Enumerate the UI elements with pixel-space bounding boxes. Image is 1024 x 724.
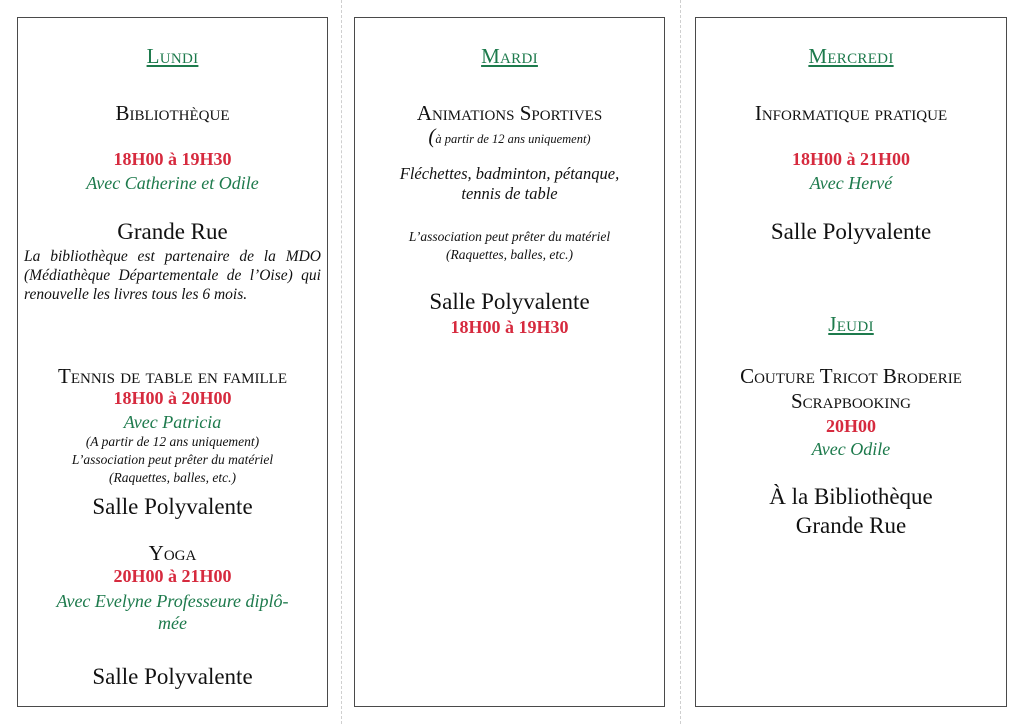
day-heading-mardi: Mardi (481, 44, 538, 68)
activity-title-bibliotheque: Bibliothèque (115, 101, 230, 125)
activity-place-tennis: Salle Polyvalente (92, 494, 253, 519)
tennis-equipment-note: L’association peut prêter du matériel (71, 452, 274, 467)
animations-equipment-list: (Raquettes, balles, etc.) (445, 247, 574, 262)
activity-place-yoga: Salle Polyvalente (92, 664, 253, 689)
animations-equipment-note: L’association peut prêter du matériel (408, 229, 611, 244)
activity-host-yoga-line2: mée (158, 613, 187, 633)
activity-title-couture-line1: Couture Tricot Broderie (740, 364, 962, 388)
activity-time-yoga: 20H00 à 21H00 (113, 566, 232, 586)
activity-time-tennis: 18H00 à 20H00 (113, 388, 232, 408)
activity-time-bibliotheque: 18H00 à 19H30 (113, 149, 232, 169)
animations-activities-line2: tennis de table (461, 184, 558, 203)
panel-mardi (354, 17, 665, 707)
activity-host-tennis: Avec Patricia (123, 412, 222, 432)
bibliotheque-description: La bibliothèque est partenaire de la MDO (Médiathèque Départementale de l’Oise) qui renouvelle les livres tous les 6 mois. (24, 248, 321, 303)
animations-age-note: (à partir de 12 ans uniquement) (428, 124, 591, 148)
activity-host-informatique: Avec Hervé (809, 173, 893, 193)
activity-place-bibliotheque: Grande Rue (117, 219, 228, 244)
activity-title-animations: Animations Sportives (416, 101, 603, 125)
fold-line-right (680, 0, 681, 724)
activity-host-yoga-line1: Avec Evelyne Professeure diplô- (56, 591, 289, 611)
activity-place-couture-line2: Grande Rue (795, 513, 907, 538)
day-heading-mercredi: Mercredi (808, 44, 894, 68)
activity-title-informatique: Informatique pratique (754, 101, 948, 125)
activity-title-couture-line2: Scrapbooking (790, 389, 912, 413)
activity-title-tennis: Tennis de table en famille (58, 364, 287, 388)
activity-title-yoga: Yoga (148, 541, 197, 565)
activity-host-couture: Avec Odile (811, 439, 891, 459)
activity-time-animations: 18H00 à 19H30 (450, 317, 569, 337)
activity-time-informatique: 18H00 à 21H00 (791, 149, 910, 169)
activity-place-couture-line1: À la Bibliothèque (769, 484, 933, 509)
activity-place-animations: Salle Polyvalente (429, 289, 590, 314)
activity-time-couture: 20H00 (825, 416, 876, 436)
animations-activities-line1: Fléchettes, badminton, pétanque, (399, 164, 620, 183)
day-heading-jeudi: Jeudi (828, 312, 874, 336)
fold-line-left (341, 0, 342, 724)
panel-lundi (17, 17, 328, 707)
tennis-equipment-list: (Raquettes, balles, etc.) (108, 470, 237, 485)
tennis-age-note: (A partir de 12 ans uniquement) (85, 434, 260, 449)
day-heading-lundi: Lundi (146, 44, 199, 68)
activity-host-bibliotheque: Avec Catherine et Odile (86, 173, 259, 193)
panel-mercredi-jeudi (695, 17, 1007, 707)
activity-place-informatique: Salle Polyvalente (770, 219, 932, 244)
